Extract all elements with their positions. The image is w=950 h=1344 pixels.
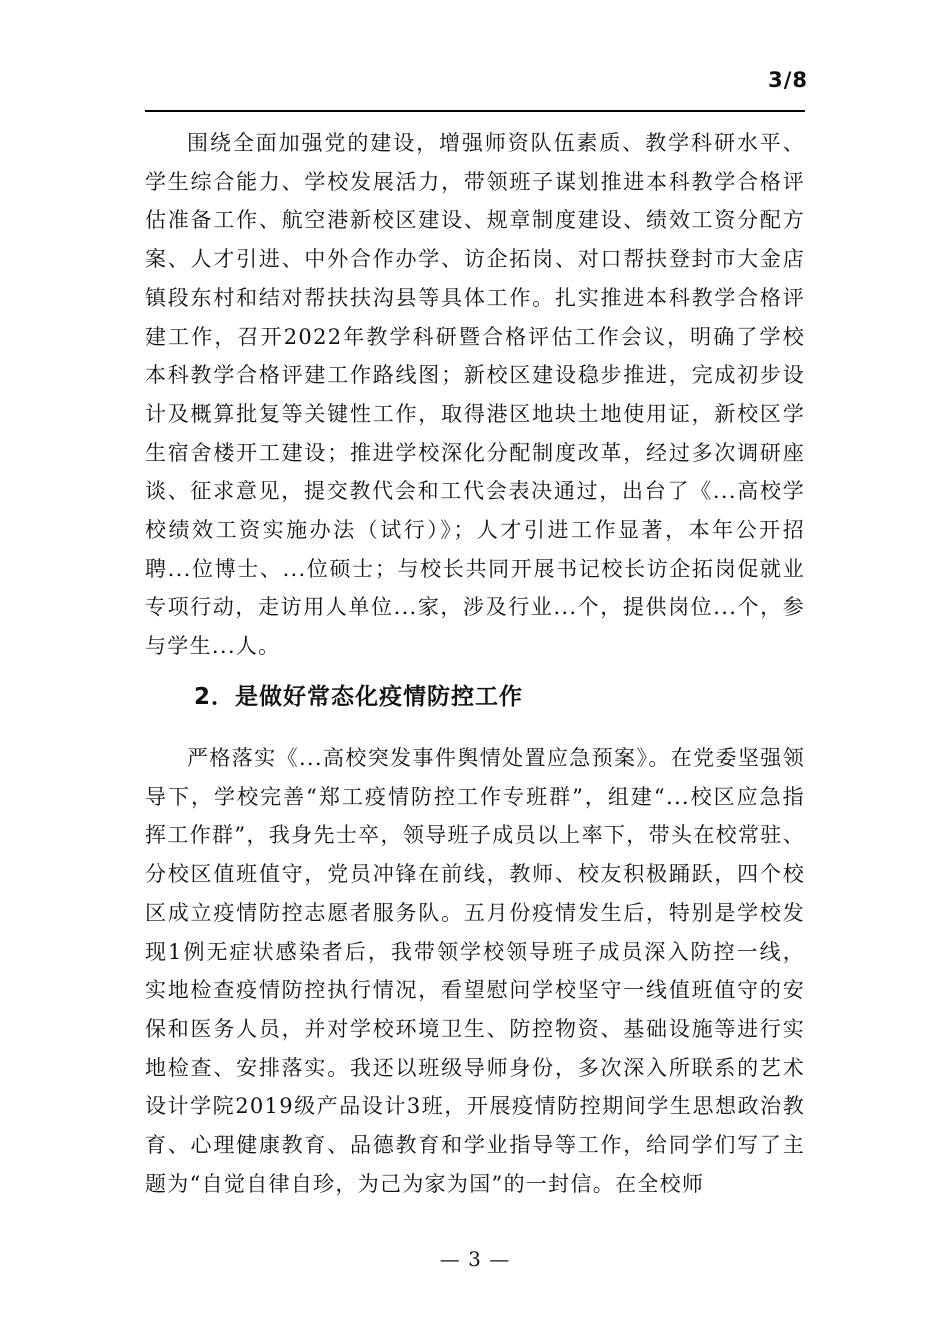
page-counter: 3/8	[768, 68, 808, 92]
body-paragraph-1: 围绕全面加强党的建设，增强师资队伍素质、教学科研水平、学生综合能力、学校发展活力，带领班子谋划推进本科教学合格评估准备工作、航空港新校区建设、规章制度建设、绩效工资分配方案、人才引进、中外合作办学、访企拓岗、对口帮扶登封市大金店镇段东村和结对帮扶扶沟县等具体工作。扎实推进本科教学合格评建工作，召开2022年教学科研暨合格评估工作会议，明确了学校本科教学合格评建工作路线图；新校区建设稳步推进，完成初步设计及概算批复等关键性工作，取得港区地块土地使用证，新校区学生宿舍楼开工建设；推进学校深化分配制度改革，经过多次调研座谈、征求意见，提交教代会和工代会表决通过，出台了《...高校学校绩效工资实施办法（试行）》；人才引进工作显著，本年公开招聘...位博士、...位硕士；与校长共同开展书记校长访企拓岗促就业专项行动，走访用人单位...家，涉及行业...个，提供岗位...个，参与学生...人。	[145, 131, 805, 659]
body-paragraph-2: 严格落实《...高校突发事件舆情处置应急预案》。在党委坚强领导下，学校完善“郑工疫情防控工作专班群”，组建“...校区应急指挥工作群”，我身先士卒，领导班子成员以上率下，带头在校常驻、分校区值班值守，党员冲锋在前线，教师、校友积极踊跃，四个校区成立疫情防控志愿者服务队。五月份疫情发生后，特别是学校发现1例无症状感染者后，我带领学校领导班子成员深入防控一线，实地检查疫情防控执行情况，看望慰问学校坚守一线值班值守的安保和医务人员，并对学校环境卫生、防控物资、基础设施等进行实地检查、安排落实。我还以班级导师身份，多次深入所联系的艺术设计学院2019级产品设计3班，开展疫情防控期间学生思想政治教育、心理健康教育、品德教育和学业指导等工作，给同学们写了主题为“自觉自律自珍，为己为家为国”的一封信。在全校师	[145, 746, 805, 1196]
header-divider	[145, 110, 805, 112]
section-heading: 2．是做好常态化疫情防控工作	[194, 684, 524, 710]
page-number-footer: — 3 —	[439, 1247, 511, 1271]
